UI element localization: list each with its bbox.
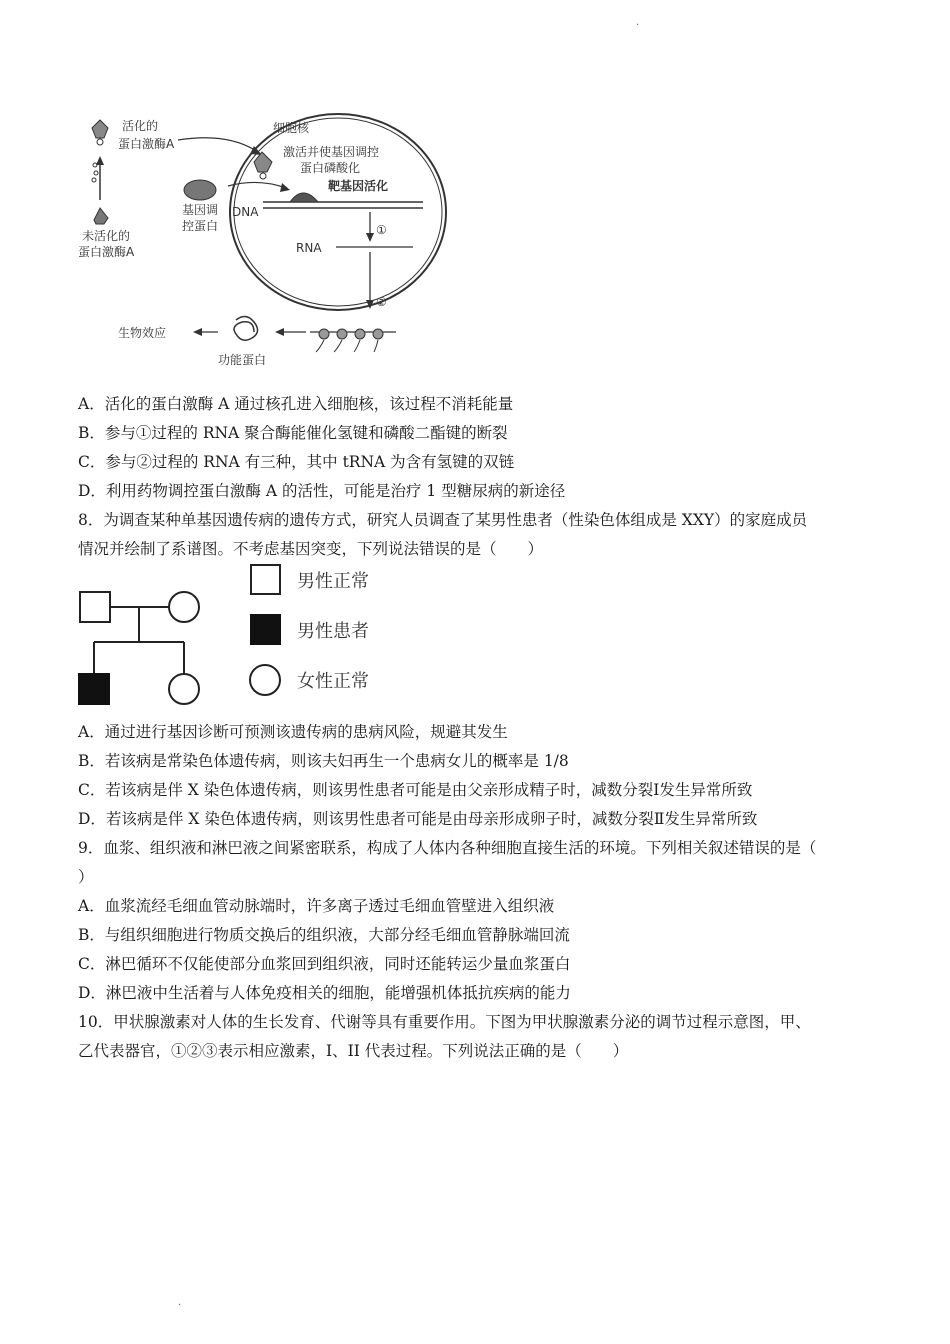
legend-male-normal-icon bbox=[251, 565, 280, 594]
kinase-signaling-figure bbox=[78, 110, 448, 375]
q8-option-a: A．通过进行基因诊断可预测该遗传病的患病风险，规避其发生 bbox=[78, 723, 508, 741]
legend-male-patient-icon bbox=[251, 615, 280, 644]
footer-dot: · bbox=[178, 1300, 182, 1311]
step2-label: ② bbox=[376, 295, 387, 309]
rna-label: RNA bbox=[296, 241, 322, 255]
nucleus-label: 细胞核 bbox=[273, 121, 310, 135]
target-gene-label: 靶基因活化 bbox=[328, 179, 389, 193]
q9-option-c: C．淋巴循环不仅能使部分血浆回到组织液，同时还能转运少量血浆蛋白 bbox=[78, 955, 571, 973]
father-male-normal bbox=[80, 592, 110, 622]
q9-stem-line1: 9．血浆、组织液和淋巴液之间紧密联系，构成了人体内各种细胞直接生活的环境。下列相关叙述错误的是（ bbox=[78, 839, 817, 857]
dna-label: DNA bbox=[232, 205, 259, 219]
mother-female-normal bbox=[169, 592, 199, 622]
q10-stem-line2: 乙代表器官，①②③表示相应激素，I、II 代表过程。下列说法正确的是（ ） bbox=[78, 1042, 629, 1060]
activated-kinase-label: 活化的 bbox=[122, 119, 159, 133]
legend-female-normal-icon bbox=[250, 665, 280, 695]
q8-option-d: D．若该病是伴 X 染色体遗传病，则该男性患者可能是由母亲形成卵子时，减数分裂Ⅱ发生异常所致 bbox=[78, 810, 758, 828]
regulatory-protein-icon bbox=[184, 180, 216, 200]
regulatory-protein-label: 基因调 bbox=[182, 203, 219, 217]
inactive-kinase-label-2: 蛋白激酶A bbox=[78, 245, 135, 259]
q8-option-c: C．若该病是伴 X 染色体遗传病，则该男性患者可能是由父亲形成精子时，减数分裂Ⅰ发生异常所致 bbox=[78, 781, 753, 799]
q9-option-b: B．与组织细胞进行物质交换后的组织液，大部分经毛细血管静脉端回流 bbox=[78, 926, 570, 944]
header-dot: · bbox=[636, 20, 640, 31]
functional-protein-label: 功能蛋白 bbox=[218, 353, 267, 367]
q8-stem-line1: 8．为调查某种单基因遗传病的遗传方式，研究人员调查了某男性患者（性染色体组成是 XXY）的家庭成员 bbox=[78, 511, 808, 529]
bio-effect-label: 生物效应 bbox=[118, 326, 167, 340]
phosphorylation-label-2: 蛋白磷酸化 bbox=[300, 161, 361, 175]
q8-stem-line2: 情况并绘制了系谱图。不考虑基因突变，下列说法错误的是（ ） bbox=[78, 540, 544, 558]
legend-male-normal-label: 男性正常 bbox=[297, 571, 369, 592]
legend-male-patient-label: 男性患者 bbox=[297, 621, 369, 642]
q9-option-d: D．淋巴液中生活着与人体免疫相关的细胞，能增强机体抵抗疾病的能力 bbox=[78, 984, 571, 1002]
q7-option-a: A．活化的蛋白激酶 A 通过核孔进入细胞核，该过程不消耗能量 bbox=[78, 395, 514, 413]
legend-female-normal-label: 女性正常 bbox=[297, 671, 369, 692]
activated-kinase-label-2: 蛋白激酶A bbox=[118, 137, 175, 151]
q7-option-b: B．参与①过程的 RNA 聚合酶能催化氢键和磷酸二酯键的断裂 bbox=[78, 424, 508, 442]
inactive-kinase-label: 未活化的 bbox=[82, 229, 131, 243]
son-male-patient bbox=[79, 674, 109, 704]
q10-stem-line1: 10．甲状腺激素对人体的生长发育、代谢等具有重要作用。下图为甲状腺激素分泌的调节过程示意图，甲、 bbox=[78, 1013, 811, 1031]
q7-option-c: C．参与②过程的 RNA 有三种，其中 tRNA 为含有氢键的双链 bbox=[78, 453, 515, 471]
phosphorylation-label: 激活并使基因调控 bbox=[283, 145, 380, 159]
step1-label: ① bbox=[376, 223, 387, 237]
q7-option-d: D．利用药物调控蛋白激酶 A 的活性，可能是治疗 1 型糖尿病的新途径 bbox=[78, 482, 566, 500]
pedigree-chart bbox=[75, 560, 395, 710]
q9-option-a: A．血浆流经毛细血管动脉端时，许多离子透过毛细血管壁进入组织液 bbox=[78, 897, 555, 915]
q9-stem-line2: ） bbox=[78, 868, 94, 886]
q8-option-b: B．若该病是常染色体遗传病，则该夫妇再生一个患病女儿的概率是 1/8 bbox=[78, 752, 569, 770]
daughter-female-normal bbox=[169, 674, 199, 704]
regulatory-protein-label-2: 控蛋白 bbox=[182, 219, 219, 233]
